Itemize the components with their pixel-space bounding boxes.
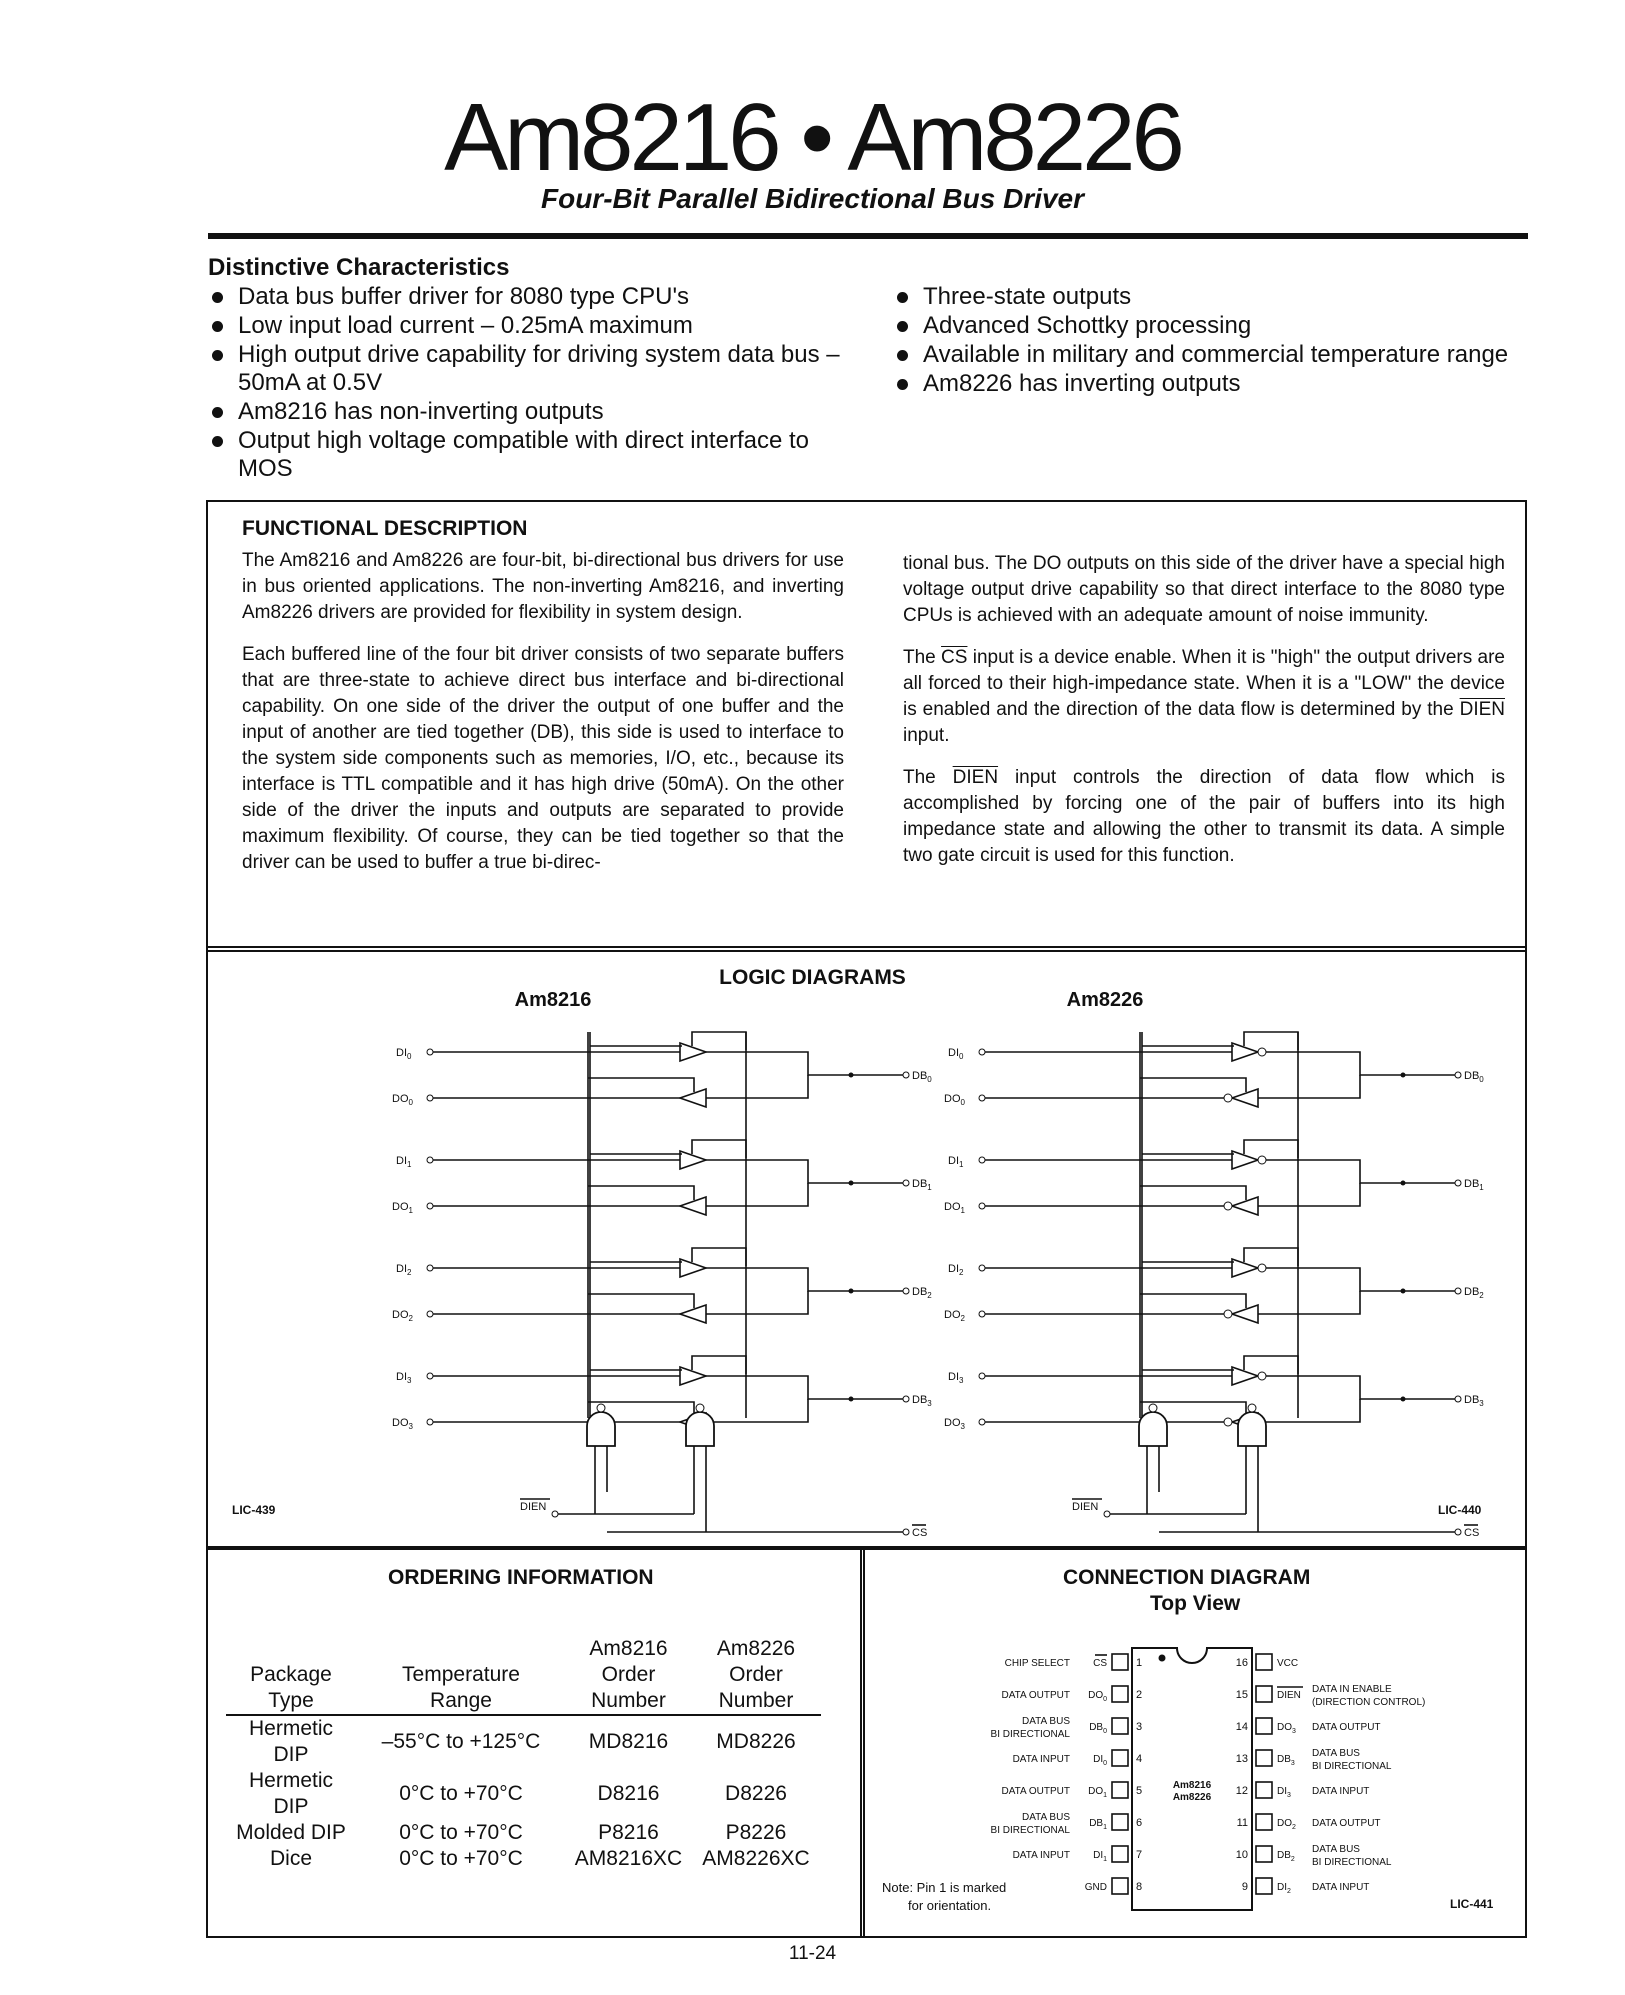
pin-terminal bbox=[979, 1049, 985, 1055]
feature-text: Available in military and commercial temperature range bbox=[923, 341, 1509, 368]
inverter-bubble bbox=[1224, 1202, 1232, 1210]
feature-item bbox=[208, 427, 848, 483]
bullet-icon bbox=[212, 407, 223, 418]
table-row bbox=[226, 1715, 821, 1768]
enable-wire bbox=[588, 1294, 694, 1308]
distinctive-heading: Distinctive Characteristics bbox=[208, 254, 510, 281]
pin-terminal bbox=[979, 1265, 985, 1271]
reverse-wire bbox=[706, 1399, 808, 1422]
table-cell: MD8226 bbox=[716, 1730, 796, 1753]
logic-diagram-am8226 bbox=[944, 989, 1484, 1539]
pin-name: VCC bbox=[1277, 1658, 1299, 1669]
page-number: 11-24 bbox=[788, 1943, 837, 1964]
header-rule bbox=[208, 233, 1528, 239]
feature-item bbox=[893, 283, 1533, 311]
pin-number: 8 bbox=[1136, 1881, 1143, 1893]
pin-terminal bbox=[427, 1157, 433, 1163]
pin-pad bbox=[1112, 1750, 1128, 1766]
pin-pad bbox=[1112, 1654, 1128, 1670]
enable-wire bbox=[1244, 1140, 1298, 1158]
buffer-icon bbox=[1232, 1259, 1258, 1277]
di-pin-label: $DI_3$ bbox=[396, 1371, 412, 1385]
logic-diagram-am8216 bbox=[392, 989, 932, 1539]
pin-number: 7 bbox=[1136, 1849, 1143, 1861]
pin-terminal bbox=[1104, 1511, 1110, 1517]
pin-name: $DO_1$ bbox=[1088, 1786, 1107, 1799]
functional-paragraph-3 bbox=[903, 645, 1505, 749]
connection-diagram bbox=[862, 1548, 1521, 1932]
pin-pad bbox=[1256, 1878, 1272, 1894]
pin-name: $DI_1$ bbox=[1093, 1850, 1107, 1863]
functional-heading: FUNCTIONAL DESCRIPTION bbox=[242, 517, 528, 540]
table-cell: MD8216 bbox=[588, 1730, 669, 1753]
inverter-bubble bbox=[1258, 1372, 1266, 1380]
buffer-icon bbox=[1232, 1367, 1258, 1385]
pin-terminal bbox=[1455, 1529, 1461, 1535]
buffer-icon bbox=[680, 1259, 706, 1277]
dien-label: DIEN bbox=[520, 1501, 547, 1513]
db-pin-label: $DB_3$ bbox=[912, 1394, 932, 1408]
pin-description: BI DIRECTIONAL bbox=[990, 1729, 1070, 1740]
functional-paragraph-2-part-1: Each buffered line of the four bit driver consists of two separate buffers that are three-state to achieve direct bus interface and bi-directional capability. On one side of the driver the output of one buffer and the input of another are tied together (DB), this side is used to interface to the system side components such as memories, I/O, etc., because its interface is TTL compatible and it has high drive (50mA). On the other side of the driver the inputs and outputs are separated to provide maximum flexibility. Of course, they can be tied together so that the driver can be used to buffer a true bi-direc- bbox=[242, 644, 844, 873]
table-header: Range bbox=[356, 1688, 566, 1715]
pin-name: $DI_3$ bbox=[1277, 1786, 1291, 1799]
bullet-icon bbox=[212, 350, 223, 361]
inverter-bubble bbox=[1224, 1418, 1232, 1426]
table-cell: Hermetic DIP bbox=[248, 1769, 333, 1818]
text-run: input. bbox=[903, 725, 950, 746]
buffer-icon bbox=[1232, 1089, 1258, 1107]
ordering-heading: ORDERING INFORMATION bbox=[388, 1566, 654, 1589]
bullet-icon bbox=[897, 379, 908, 390]
feature-text: Low input load current – 0.25mA maximum bbox=[238, 312, 693, 339]
dien-signal: DIEN bbox=[952, 767, 999, 788]
functional-text-left bbox=[242, 548, 844, 892]
pin-pad bbox=[1256, 1750, 1272, 1766]
lic-label: LIC-441 bbox=[1450, 1897, 1494, 1911]
ordering-table bbox=[226, 1636, 821, 1872]
inverter-bubble bbox=[1224, 1310, 1232, 1318]
functional-paragraph-1: The Am8216 and Am8226 are four-bit, bi-directional bus drivers for use in bus oriented applications. The non-inverting Am8216, and inverting Am8226 drivers are provided for flexibility in system design. bbox=[242, 550, 844, 623]
pin-description: DATA OUTPUT bbox=[1001, 1786, 1070, 1797]
connection-subheading: Top View bbox=[1150, 1592, 1241, 1615]
table-cell: P8226 bbox=[725, 1821, 787, 1844]
feature-text: Am8216 has non-inverting outputs bbox=[238, 398, 604, 425]
forward-wire bbox=[706, 1268, 848, 1291]
feature-item bbox=[208, 398, 848, 426]
pin-terminal bbox=[427, 1419, 433, 1425]
pin-pad bbox=[1112, 1846, 1128, 1862]
do-pin-label: $DO_3$ bbox=[392, 1417, 413, 1431]
reverse-wire bbox=[706, 1291, 808, 1314]
pin-terminal bbox=[427, 1049, 433, 1055]
text-run: The bbox=[903, 647, 942, 668]
nand-gate-icon bbox=[686, 1412, 714, 1446]
reverse-wire bbox=[1258, 1183, 1360, 1206]
functional-text-right bbox=[903, 551, 1505, 885]
table-header: Am8226 bbox=[716, 1637, 796, 1660]
reverse-wire bbox=[1258, 1291, 1360, 1314]
dien-label: DIEN bbox=[1072, 1501, 1099, 1513]
pin-name: $DO_3$ bbox=[1277, 1722, 1296, 1735]
pin-terminal bbox=[427, 1095, 433, 1101]
pin-pad bbox=[1112, 1718, 1128, 1734]
logic-heading: LOGIC DIAGRAMS bbox=[719, 966, 906, 989]
bullet-icon bbox=[897, 321, 908, 332]
note-text: Note: Pin 1 is marked bbox=[882, 1880, 1007, 1895]
note-text: for orientation. bbox=[908, 1898, 992, 1913]
table-header: Number bbox=[691, 1688, 821, 1715]
table-row bbox=[226, 1820, 821, 1846]
page-title: Am8216 • Am8226 bbox=[444, 84, 1181, 191]
do-pin-label: $DO_0$ bbox=[392, 1093, 413, 1107]
forward-wire bbox=[1266, 1268, 1400, 1291]
pin-terminal bbox=[1455, 1180, 1461, 1186]
pin-name: $DI_2$ bbox=[1277, 1882, 1291, 1895]
buffer-icon bbox=[1232, 1151, 1258, 1169]
table-cell: 0°C to +70°C bbox=[399, 1782, 523, 1805]
pin-name: DIEN bbox=[1277, 1690, 1301, 1701]
table-cell: D8226 bbox=[725, 1782, 787, 1805]
pin-number: 9 bbox=[1241, 1881, 1248, 1893]
feature-item bbox=[893, 341, 1533, 369]
cs-label: CS bbox=[1464, 1527, 1480, 1539]
di-pin-label: $DI_2$ bbox=[948, 1263, 964, 1277]
table-header: Order bbox=[729, 1663, 783, 1686]
feature-list-left bbox=[208, 283, 848, 484]
forward-wire bbox=[1266, 1160, 1400, 1183]
db-pin-label: $DB_2$ bbox=[1464, 1286, 1484, 1300]
text-run: input controls the direction of data flow which is accomplished by forcing one of the pair of buffers into its high impedance state and allowing the other to transmit its data. A simple two gate circuit is used for this function. bbox=[903, 767, 1505, 866]
connection-heading: CONNECTION DIAGRAM bbox=[1063, 1566, 1311, 1589]
bullet-icon bbox=[212, 436, 223, 447]
forward-wire bbox=[1266, 1376, 1400, 1399]
pin-description: BI DIRECTIONAL bbox=[1312, 1761, 1392, 1772]
pin-description: DATA INPUT bbox=[1012, 1754, 1070, 1765]
db-pin-label: $DB_1$ bbox=[912, 1178, 932, 1192]
enable-wire bbox=[588, 1078, 694, 1092]
reverse-wire bbox=[1258, 1399, 1360, 1422]
pin-name: $DI_0$ bbox=[1093, 1754, 1107, 1767]
pin-number: 15 bbox=[1235, 1689, 1248, 1701]
nand-gate-icon bbox=[1238, 1412, 1266, 1446]
pin-name: $DB_0$ bbox=[1089, 1722, 1107, 1735]
table-cell: 0°C to +70°C bbox=[399, 1847, 523, 1870]
buffer-icon bbox=[680, 1151, 706, 1169]
enable-wire bbox=[692, 1356, 746, 1374]
pin-name: $DB_3$ bbox=[1277, 1754, 1295, 1767]
inverter-bubble bbox=[1248, 1404, 1256, 1412]
pin-description: DATA OUTPUT bbox=[1001, 1690, 1070, 1701]
nand-gate-icon bbox=[587, 1412, 615, 1446]
pin-number: 2 bbox=[1136, 1689, 1143, 1701]
pin-name: $DO_2$ bbox=[1277, 1818, 1296, 1831]
pin-terminal bbox=[903, 1396, 909, 1402]
table-cell: Dice bbox=[269, 1847, 312, 1870]
bullet-icon bbox=[897, 350, 908, 361]
dien-signal: DIEN bbox=[1459, 699, 1505, 720]
db-pin-label: $DB_1$ bbox=[1464, 1178, 1484, 1192]
buffer-icon bbox=[680, 1089, 706, 1107]
pin-number: 1 bbox=[1136, 1657, 1143, 1669]
enable-wire bbox=[692, 1248, 746, 1266]
feature-item bbox=[893, 370, 1533, 398]
di-pin-label: $DI_1$ bbox=[948, 1155, 964, 1169]
do-pin-label: $DO_2$ bbox=[392, 1309, 413, 1323]
enable-wire bbox=[1244, 1356, 1298, 1374]
inverter-bubble bbox=[696, 1404, 704, 1412]
pin-description: (DIRECTION CONTROL) bbox=[1312, 1697, 1426, 1708]
cs-label: CS bbox=[912, 1527, 928, 1539]
pin-terminal bbox=[979, 1095, 985, 1101]
di-pin-label: $DI_1$ bbox=[396, 1155, 412, 1169]
pin-pad bbox=[1256, 1846, 1272, 1862]
table-cell: Hermetic DIP bbox=[248, 1717, 333, 1766]
buffer-icon bbox=[680, 1043, 706, 1061]
chip-label: Am8226 bbox=[1172, 1792, 1212, 1803]
reverse-wire bbox=[1258, 1075, 1360, 1098]
table-header bbox=[356, 1636, 566, 1662]
forward-wire bbox=[706, 1376, 848, 1399]
pin-pad bbox=[1112, 1686, 1128, 1702]
table-header: Order bbox=[601, 1663, 656, 1686]
bullet-icon bbox=[897, 292, 908, 303]
pin-terminal bbox=[903, 1529, 909, 1535]
db-pin-label: $DB_2$ bbox=[912, 1286, 932, 1300]
pin-terminal bbox=[979, 1311, 985, 1317]
table-cell: AM8216XC bbox=[574, 1847, 683, 1870]
table-header bbox=[226, 1636, 356, 1662]
pin-terminal bbox=[1455, 1072, 1461, 1078]
do-pin-label: $DO_2$ bbox=[944, 1309, 965, 1323]
text-run: The bbox=[903, 767, 953, 788]
nand-gate-icon bbox=[1139, 1412, 1167, 1446]
page-subtitle: Four-Bit Parallel Bidirectional Bus Driver bbox=[540, 183, 1085, 214]
buffer-icon bbox=[1232, 1305, 1258, 1323]
pin-description: DATA INPUT bbox=[1012, 1850, 1070, 1861]
pin1-marker bbox=[1159, 1655, 1166, 1662]
buffer-icon bbox=[1232, 1043, 1258, 1061]
enable-wire bbox=[588, 1186, 694, 1200]
table-cell: D8216 bbox=[597, 1782, 660, 1805]
pin-description: BI DIRECTIONAL bbox=[990, 1825, 1070, 1836]
pin-number: 11 bbox=[1236, 1817, 1248, 1829]
db-pin-label: $DB_0$ bbox=[912, 1070, 932, 1084]
table-header: Am8216 bbox=[589, 1637, 668, 1660]
feature-text: Three-state outputs bbox=[923, 283, 1132, 310]
feature-item bbox=[208, 312, 848, 340]
inverter-bubble bbox=[1258, 1264, 1266, 1272]
pin-number: 16 bbox=[1235, 1657, 1248, 1669]
inverter-bubble bbox=[1258, 1048, 1266, 1056]
feature-text: Am8226 has inverting outputs bbox=[923, 370, 1241, 397]
table-cell: AM8226XC bbox=[702, 1847, 810, 1870]
pin-description: DATA IN ENABLE bbox=[1312, 1684, 1392, 1695]
pin-number: 6 bbox=[1136, 1817, 1143, 1829]
feature-item bbox=[208, 283, 848, 311]
pin-terminal bbox=[427, 1203, 433, 1209]
functional-paragraph-4 bbox=[903, 765, 1505, 869]
pin-name: $DO_0$ bbox=[1088, 1690, 1107, 1703]
do-pin-label: $DO_3$ bbox=[944, 1417, 965, 1431]
do-pin-label: $DO_1$ bbox=[944, 1201, 965, 1215]
reverse-wire bbox=[706, 1183, 808, 1206]
pin-pad bbox=[1256, 1718, 1272, 1734]
feature-list-right bbox=[893, 283, 1533, 399]
enable-wire bbox=[1140, 1186, 1246, 1200]
buffer-icon bbox=[680, 1197, 706, 1215]
chip-label: Am8216 bbox=[1172, 1780, 1212, 1791]
table-cell: Molded DIP bbox=[236, 1821, 346, 1844]
feature-text: Output high voltage compatible with direct interface to MOS bbox=[238, 427, 809, 482]
pin-description: CHIP SELECT bbox=[1004, 1658, 1070, 1669]
inverter-bubble bbox=[1258, 1156, 1266, 1164]
do-pin-label: $DO_0$ bbox=[944, 1093, 965, 1107]
pin-terminal bbox=[1455, 1396, 1461, 1402]
pin-terminal bbox=[903, 1072, 909, 1078]
cs-signal: $\overline{CS}$ bbox=[941, 647, 968, 668]
diagram-title: Am8226 bbox=[1066, 989, 1144, 1011]
enable-wire bbox=[1244, 1032, 1298, 1050]
pin-terminal bbox=[979, 1373, 985, 1379]
pin-terminal bbox=[427, 1373, 433, 1379]
di-pin-label: $DI_3$ bbox=[948, 1371, 964, 1385]
inverter-bubble bbox=[1224, 1094, 1232, 1102]
forward-wire bbox=[706, 1052, 848, 1075]
feature-item bbox=[208, 341, 848, 397]
table-row bbox=[226, 1768, 821, 1820]
buffer-icon bbox=[1232, 1197, 1258, 1215]
pin-description: DATA BUS bbox=[1312, 1844, 1360, 1855]
pin-pad bbox=[1256, 1686, 1272, 1702]
pin-name: CS bbox=[1093, 1658, 1107, 1669]
db-pin-label: $DB_3$ bbox=[1464, 1394, 1484, 1408]
pin-terminal bbox=[552, 1511, 558, 1517]
pin-terminal bbox=[427, 1311, 433, 1317]
feature-text: Data bus buffer driver for 8080 type CPU's bbox=[238, 283, 690, 310]
enable-wire bbox=[692, 1032, 746, 1050]
pin-description: DATA BUS bbox=[1022, 1716, 1070, 1727]
db-pin-label: $DB_0$ bbox=[1464, 1070, 1484, 1084]
forward-wire bbox=[706, 1160, 848, 1183]
text-run: input is a device enable. When it is "high" the output drivers are all forced to their high-impedance state. When it is a "LOW" the device is enabled and the direction of the data flow is determined by the bbox=[903, 647, 1505, 720]
inverter-bubble bbox=[597, 1404, 605, 1412]
enable-wire bbox=[1244, 1248, 1298, 1266]
pin-terminal bbox=[979, 1203, 985, 1209]
pin-terminal bbox=[979, 1157, 985, 1163]
pin-pad bbox=[1112, 1782, 1128, 1798]
pin-number: 13 bbox=[1235, 1753, 1248, 1765]
bullet-icon bbox=[212, 292, 223, 303]
table-cell: P8216 bbox=[598, 1821, 659, 1844]
buffer-icon bbox=[680, 1305, 706, 1323]
pin-terminal bbox=[427, 1265, 433, 1271]
di-pin-label: $DI_2$ bbox=[396, 1263, 412, 1277]
pin-number: 10 bbox=[1235, 1849, 1248, 1861]
pin-pad bbox=[1112, 1878, 1128, 1894]
logic-diagrams bbox=[208, 948, 1522, 1544]
table-cell: –55°C to +125°C bbox=[381, 1730, 541, 1753]
enable-wire bbox=[1140, 1294, 1246, 1308]
pin-pad bbox=[1256, 1782, 1272, 1798]
pin-name: $DB_1$ bbox=[1089, 1818, 1107, 1831]
inverter-bubble bbox=[1149, 1404, 1157, 1412]
pin-description: DATA OUTPUT bbox=[1312, 1818, 1381, 1829]
lic-label: LIC-439 bbox=[232, 1503, 276, 1517]
di-pin-label: $DI_0$ bbox=[948, 1047, 964, 1061]
table-header: Temperature bbox=[402, 1663, 520, 1686]
functional-paragraph-2-part-2: tional bus. The DO outputs on this side of the driver have a special high voltage output drive capability so that direct interface to the 8080 type CPUs is achieved with an adequate amount of noise immunity. bbox=[903, 553, 1505, 626]
pin-number: 5 bbox=[1136, 1785, 1143, 1797]
enable-wire bbox=[692, 1140, 746, 1158]
pin-number: 4 bbox=[1136, 1753, 1143, 1765]
table-header: Number bbox=[566, 1688, 691, 1715]
pin-description: DATA INPUT bbox=[1312, 1786, 1370, 1797]
pin-number: 12 bbox=[1235, 1785, 1248, 1797]
diagram-title: Am8216 bbox=[514, 989, 592, 1011]
table-cell: 0°C to +70°C bbox=[399, 1821, 523, 1844]
feature-text: High output drive capability for driving system data bus – 50mA at 0.5V bbox=[238, 341, 840, 396]
lic-label: LIC-440 bbox=[1438, 1503, 1482, 1517]
pin-terminal bbox=[979, 1419, 985, 1425]
table-header: Package bbox=[250, 1663, 332, 1686]
enable-wire bbox=[1140, 1078, 1246, 1092]
pin-pad bbox=[1256, 1654, 1272, 1670]
bullet-icon bbox=[212, 321, 223, 332]
forward-wire bbox=[1266, 1052, 1400, 1075]
feature-text: Advanced Schottky processing bbox=[923, 312, 1252, 339]
di-pin-label: $DI_0$ bbox=[396, 1047, 412, 1061]
pin-description: BI DIRECTIONAL bbox=[1312, 1857, 1392, 1868]
feature-item bbox=[893, 312, 1533, 340]
table-header: Type bbox=[226, 1688, 356, 1715]
pin-name: GND bbox=[1084, 1882, 1107, 1893]
buffer-icon bbox=[680, 1367, 706, 1385]
do-pin-label: $DO_1$ bbox=[392, 1201, 413, 1215]
pin-description: DATA INPUT bbox=[1312, 1882, 1370, 1893]
pin-description: DATA OUTPUT bbox=[1312, 1722, 1381, 1733]
pin-name: $DB_2$ bbox=[1277, 1850, 1295, 1863]
pin-terminal bbox=[1455, 1288, 1461, 1294]
table-row bbox=[226, 1846, 821, 1872]
pin-description: DATA BUS bbox=[1022, 1812, 1070, 1823]
chip-body bbox=[1132, 1648, 1252, 1910]
reverse-wire bbox=[706, 1075, 808, 1098]
pin-number: 14 bbox=[1235, 1721, 1248, 1733]
pin-pad bbox=[1112, 1814, 1128, 1830]
pin-terminal bbox=[903, 1288, 909, 1294]
pin-number: 3 bbox=[1136, 1721, 1143, 1733]
pin-description: DATA BUS bbox=[1312, 1748, 1360, 1759]
pin-terminal bbox=[903, 1180, 909, 1186]
pin-pad bbox=[1256, 1814, 1272, 1830]
